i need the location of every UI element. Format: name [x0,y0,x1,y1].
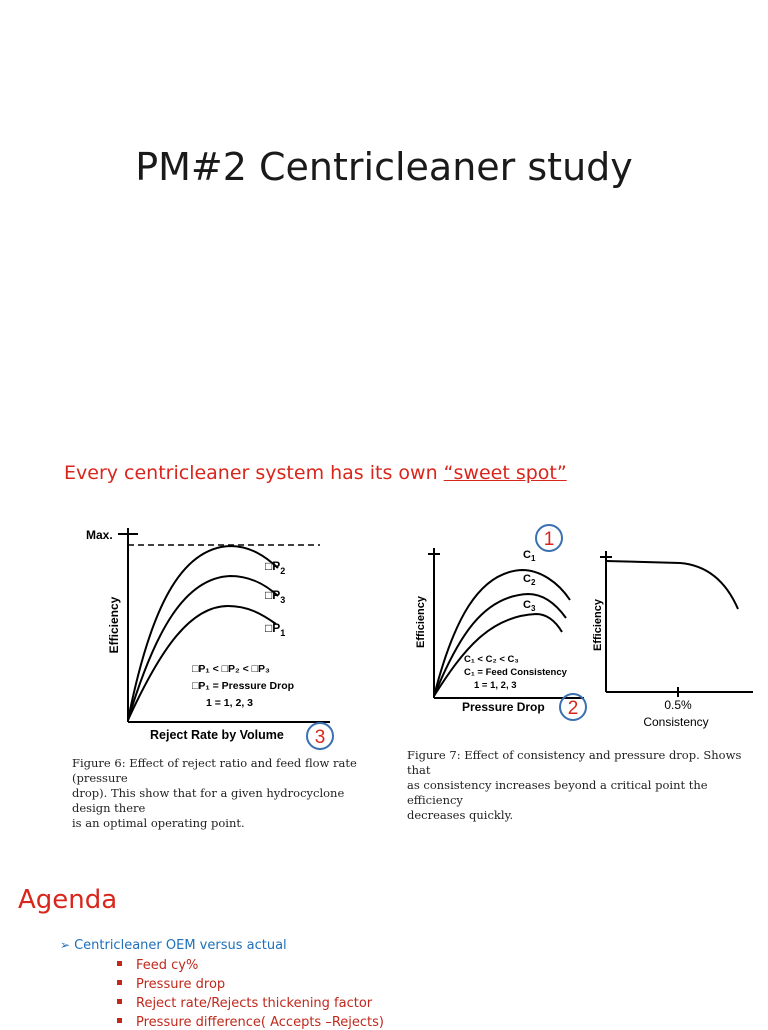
sweet-spot-highlight: “sweet spot” [443,462,567,484]
figure7-caption [407,748,762,823]
agenda-item-oem [60,938,287,953]
figure7-right-chart [590,545,755,735]
fig6-marker-number: 3 [314,727,326,748]
fig6-legend-line1: □P₁ < □P₂ < □P₃ [192,663,270,675]
agenda-heading: Agenda [18,885,118,915]
fig7-legend-line2: C₁ = Feed Consistency [464,667,567,678]
agenda-subitem-label: Pressure difference( Accepts –Rejects) [136,1015,384,1030]
fig6-caption-line: is an optimal operating point. [72,816,245,830]
fig6-x-label: Reject Rate by Volume [150,728,284,742]
agenda-subitem [117,996,372,1011]
fig7r-x-label: Consistency [643,715,709,729]
fig6-curve-p3 [128,576,278,720]
fig7-curve-label-c1: $C_1$ [523,549,536,563]
square-bullet-icon [117,999,122,1004]
slide-title: PM#2 Centricleaner study [135,145,633,189]
fig7-curve-label-c3: $C_3$ [523,599,536,613]
fig7-legend-line3: 1 = 1, 2, 3 [474,680,517,691]
fig7-marker-1-number: 1 [543,529,555,550]
agenda-subitem [117,977,225,992]
fig7-x-label: Pressure Drop [462,700,545,714]
fig7-caption-line: decreases quickly. [407,808,514,822]
square-bullet-icon [117,980,122,985]
fig6-y-label: Efficiency [107,596,121,654]
fig6-caption-line: Figure 6: Effect of reject ratio and feed flow rate (pressure [72,756,357,785]
fig7-marker-2-number: 2 [567,698,579,719]
agenda-item-label: Centricleaner OEM versus actual [74,938,287,953]
fig7-curve-label-c2: $C_2$ [523,573,536,587]
figure7-left-chart [408,522,588,722]
fig7r-y-label: Efficiency [592,599,604,651]
sweet-spot-statement [64,462,567,484]
fig7-legend-line1: C₁ < C₂ < C₃ [464,654,519,665]
sweet-spot-prefix: Every centricleaner system has its own [64,462,444,484]
fig6-legend-line3: 1 = 1, 2, 3 [206,697,253,709]
agenda-subitem-label: Reject rate/Rejects thickening factor [136,996,373,1011]
agenda-subitem-label: Pressure drop [136,977,226,992]
agenda-subitem [117,958,198,973]
fig6-legend-line2: □P₁ = Pressure Drop [192,680,295,692]
fig6-curve-label-p2: $□P_2$ [265,559,286,576]
fig7r-curve [606,561,738,609]
arrow-bullet-icon: ➢ [60,938,71,952]
fig6-caption-line: drop). This show that for a given hydrocyclone design there [72,786,345,815]
fig6-curve-label-p3: $□P_3$ [265,588,286,605]
fig7r-tick-label: 0.5% [664,698,692,712]
fig7-caption-line: Figure 7: Effect of consistency and pressure drop. Shows that [407,748,742,777]
fig6-curve-p2 [128,546,278,720]
square-bullet-icon [117,961,122,966]
square-bullet-icon [117,1018,122,1023]
figure6-chart [80,520,380,750]
fig6-curve-label-p1: $□P_1$ [265,621,286,638]
figure6-caption [72,756,372,831]
agenda-subitem [117,1015,384,1030]
fig7-caption-line: as consistency increases beyond a critical point the efficiency [407,778,708,807]
fig7-y-label: Efficiency [415,596,427,648]
agenda-subitem-label: Feed cy% [136,958,199,973]
fig6-max-label: Max. [86,528,113,542]
